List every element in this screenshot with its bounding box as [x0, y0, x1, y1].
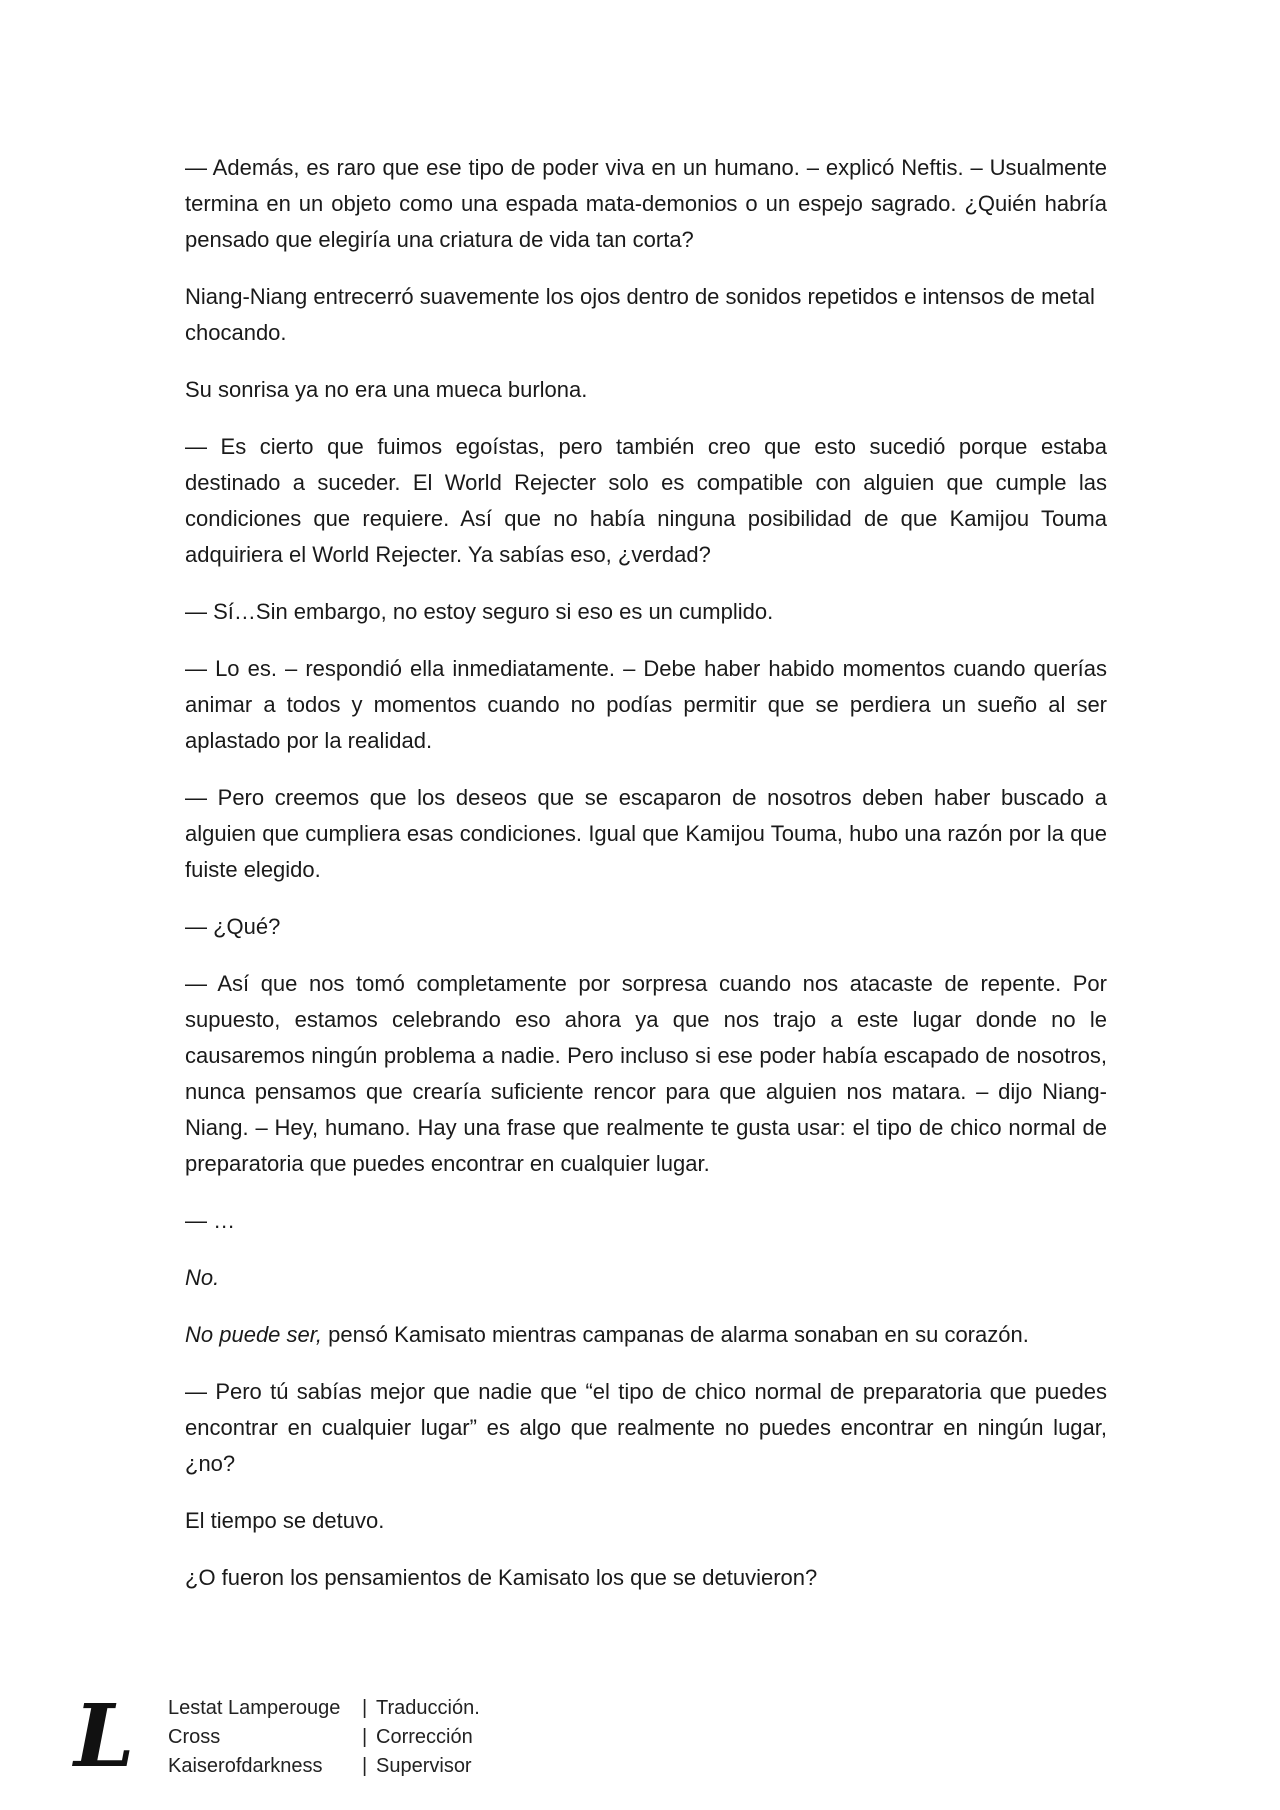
credit-separator: |: [362, 1697, 368, 1719]
credit-separator: |: [362, 1755, 368, 1777]
page-footer: [70, 1690, 630, 1790]
credit-row: [168, 1752, 480, 1781]
paragraph: — …: [185, 1208, 236, 1233]
credit-role: Supervisor: [376, 1755, 472, 1777]
italic-phrase: No puede ser,: [185, 1322, 322, 1347]
document-body: [185, 150, 1107, 1617]
paragraph: Niang-Niang entrecerró suavemente los ojos dentro de sonidos repetidos e intensos de metal chocando.: [185, 284, 1095, 345]
credit-name: Cross: [168, 1726, 221, 1748]
gothic-l-logo-icon: [70, 1690, 140, 1778]
paragraph: — Así que nos tomó completamente por sorpresa cuando nos atacaste de repente. Por supuesto, estamos celebrando eso ahora ya que nos trajo a este lugar donde no le causaremos ningún problema a nadie. Pero incluso si ese poder había escapado de nosotros, nunca pensamos que crearía suficiente rencor para que alguien nos matara. – dijo Niang-Niang. – Hey, humano. Hay una frase que realmente te gusta usar: el tipo de chico normal de preparatoria que puedes encontrar en cualquier lugar.: [185, 971, 1107, 1176]
paragraph: ¿O fueron los pensamientos de Kamisato los que se detuvieron?: [185, 1565, 818, 1590]
paragraph: — Lo es. – respondió ella inmediatamente. – Debe haber habido momentos cuando querías animar a todos y momentos cuando no podías permitir que se perdiera un sueño al ser aplastado por la realidad.: [185, 656, 1107, 753]
credit-name: Lestat Lamperouge: [168, 1697, 341, 1719]
credit-name: Kaiserofdarkness: [168, 1755, 323, 1777]
credits-list: [168, 1694, 480, 1781]
credit-row: [168, 1723, 480, 1752]
paragraph: — Además, es raro que ese tipo de poder viva en un humano. – explicó Neftis. – Usualmente termina en un objeto como una espada mata-demonios o un espejo sagrado. ¿Quién habría pensado que elegiría una criatura de vida tan corta?: [185, 155, 1107, 252]
paragraph-italic: No.: [185, 1265, 220, 1290]
credit-role: Traducción.: [376, 1697, 480, 1719]
credit-role: Corrección: [376, 1726, 473, 1748]
paragraph: [185, 1317, 1107, 1353]
paragraph: Su sonrisa ya no era una mueca burlona.: [185, 377, 588, 402]
paragraph: El tiempo se detuvo.: [185, 1508, 385, 1533]
paragraph-rest: pensó Kamisato mientras campanas de alarma sonaban en su corazón.: [321, 1322, 1029, 1347]
paragraph: — Sí…Sin embargo, no estoy seguro si eso es un cumplido.: [185, 599, 774, 624]
paragraph: — ¿Qué?: [185, 914, 281, 939]
svg-text:L: L: [74, 1690, 135, 1778]
paragraph: — Es cierto que fuimos egoístas, pero también creo que esto sucedió porque estaba destinado a suceder. El World Rejecter solo es compatible con alguien que cumple las condiciones que requiere. Así que no había ninguna posibilidad de que Kamijou Touma adquiriera el World Rejecter. Ya sabías eso, ¿verdad?: [185, 434, 1107, 567]
credit-row: [168, 1694, 480, 1723]
paragraph: — Pero creemos que los deseos que se escaparon de nosotros deben haber buscado a alguien que cumpliera esas condiciones. Igual que Kamijou Touma, hubo una razón por la que fuiste elegido.: [185, 785, 1107, 882]
paragraph: — Pero tú sabías mejor que nadie que “el tipo de chico normal de preparatoria que puedes encontrar en cualquier lugar” es algo que realmente no puedes encontrar en ningún lugar, ¿no?: [185, 1379, 1107, 1476]
credit-separator: |: [362, 1726, 368, 1748]
